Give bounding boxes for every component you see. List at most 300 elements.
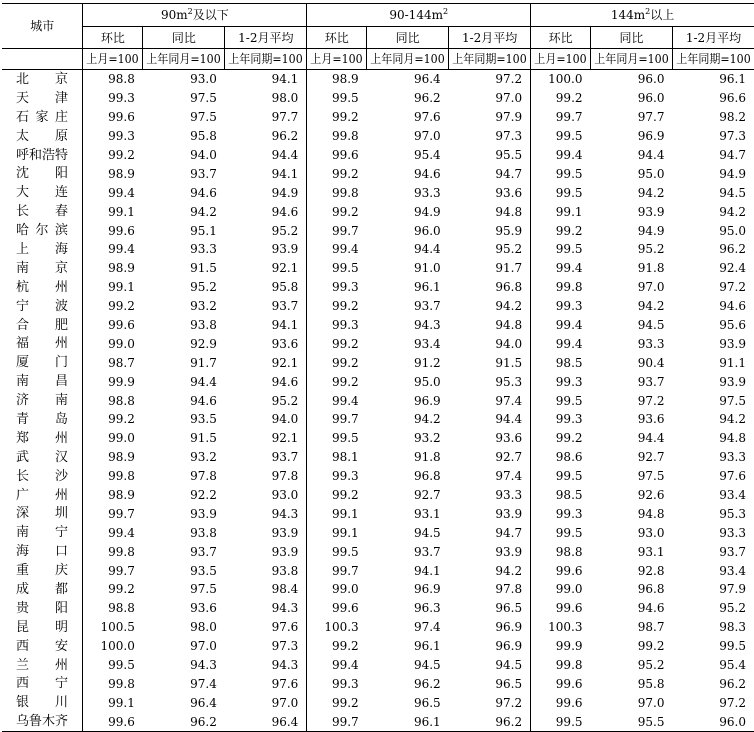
table-row [2, 467, 754, 486]
value-cell: 98.9 [83, 448, 143, 467]
table-row [2, 240, 754, 259]
value-cell: 96.2 [413, 91, 441, 106]
value-cell: 98.5 [531, 353, 591, 372]
value-cell: 94.9 [719, 166, 746, 181]
value-cell: 99.9 [531, 637, 591, 656]
value-cell: 94.1 [413, 563, 441, 578]
value-cell: 96.3 [413, 601, 441, 616]
value-cell: 98.8 [83, 70, 143, 89]
value-cell: 94.2 [719, 204, 746, 219]
group-header-small: $90m^2$及以下 [83, 4, 307, 27]
value-cell: 92.7 [637, 450, 665, 465]
value-cell: 99.2 [83, 410, 143, 429]
base-header: 上年同期=100 [672, 49, 754, 70]
value-cell: 97.6 [271, 620, 299, 635]
value-cell: 93.6 [637, 412, 665, 427]
city-name: 北京 [16, 71, 68, 87]
value-cell: 93.3 [413, 185, 441, 200]
value-cell: 99.6 [531, 693, 591, 712]
value-cell: 95.1 [190, 223, 217, 238]
value-cell: 94.1 [271, 318, 299, 333]
value-cell: 100.3 [307, 618, 367, 637]
value-cell: 93.1 [637, 544, 665, 559]
value-cell: 94.5 [719, 185, 746, 200]
city-name: 哈尔滨 [16, 223, 68, 239]
value-cell: 94.5 [413, 658, 441, 673]
value-cell: 94.4 [271, 148, 299, 162]
value-cell: 98.9 [83, 259, 143, 278]
header-row-groups [2, 4, 754, 27]
value-cell: 92.6 [637, 488, 665, 503]
table-row [2, 278, 754, 297]
table-row [2, 637, 754, 656]
value-cell: 94.2 [637, 299, 665, 314]
value-cell: 99.2 [307, 637, 367, 656]
value-cell: 95.8 [271, 280, 299, 295]
value-cell: 99.1 [531, 202, 591, 221]
value-cell: 99.5 [307, 429, 367, 448]
value-cell: 93.3 [637, 336, 665, 351]
value-cell: 99.5 [83, 656, 143, 675]
value-cell: 98.7 [637, 620, 665, 635]
value-cell: 95.2 [495, 242, 523, 257]
value-cell: 99.6 [531, 561, 591, 580]
value-cell: 95.5 [495, 148, 523, 162]
value-cell: 99.2 [531, 89, 591, 108]
value-cell: 94.1 [271, 72, 299, 87]
value-cell: 93.5 [190, 412, 217, 427]
table-row [2, 693, 754, 712]
city-name: 南京 [16, 260, 68, 276]
value-cell: 99.8 [531, 656, 591, 675]
value-cell: 98.7 [83, 353, 143, 372]
value-cell: 99.7 [307, 561, 367, 580]
value-cell: 93.9 [495, 506, 523, 521]
value-cell: 96.1 [413, 280, 441, 295]
city-name: 上海 [16, 241, 68, 257]
city-name: 厦门 [16, 355, 68, 371]
value-cell: 99.7 [83, 504, 143, 523]
metric-header: 环比 [531, 27, 591, 49]
value-cell: 93.7 [190, 544, 217, 559]
value-cell: 100.0 [83, 637, 143, 656]
value-cell: 92.7 [413, 488, 441, 503]
value-cell: 99.2 [307, 486, 367, 505]
value-cell: 99.6 [531, 599, 591, 618]
value-cell: 92.2 [190, 488, 217, 503]
value-cell: 99.3 [307, 467, 367, 486]
value-cell: 94.9 [413, 204, 441, 219]
city-name: 乌鲁木齐 [16, 714, 69, 730]
value-cell: 97.2 [495, 72, 523, 87]
value-cell: 94.6 [271, 204, 299, 219]
table-row [2, 580, 754, 599]
value-cell: 93.4 [413, 336, 441, 351]
value-cell: 99.4 [83, 240, 143, 259]
base-header: 上年同期=100 [449, 49, 531, 70]
value-cell: 97.0 [637, 280, 665, 295]
metric-header: 1-2月平均 [672, 27, 754, 49]
value-cell: 91.5 [495, 355, 523, 370]
value-cell: 96.2 [190, 714, 217, 729]
value-cell: 94.5 [495, 658, 523, 673]
table-row [2, 618, 754, 637]
value-cell: 95.9 [495, 223, 523, 238]
value-cell: 99.1 [83, 693, 143, 712]
value-cell: 96.2 [413, 676, 441, 691]
city-name: 昆明 [16, 619, 68, 635]
city-name: 青岛 [16, 411, 68, 427]
value-cell: 99.3 [307, 675, 367, 694]
value-cell: 92.1 [271, 355, 299, 370]
value-cell: 94.2 [495, 299, 523, 314]
value-cell: 99.8 [83, 675, 143, 694]
value-cell: 99.5 [307, 542, 367, 561]
value-cell: 99.2 [531, 429, 591, 448]
value-cell: 91.8 [413, 450, 441, 465]
value-cell: 94.8 [495, 318, 523, 333]
value-cell: 94.6 [637, 601, 665, 616]
value-cell: 91.8 [637, 261, 665, 276]
value-cell: 99.3 [307, 316, 367, 335]
value-cell: 99.1 [83, 202, 143, 221]
value-cell: 99.2 [83, 580, 143, 599]
value-cell: 96.4 [413, 72, 441, 87]
value-cell: 94.0 [271, 412, 299, 427]
value-cell: 95.0 [637, 166, 665, 181]
group-header-medium: $90-144m^2$ [307, 4, 531, 27]
metric-header: 1-2月平均 [225, 27, 307, 49]
value-cell: 99.4 [307, 656, 367, 675]
city-column-header: 城市 [2, 4, 83, 49]
value-cell: 98.9 [83, 486, 143, 505]
value-cell: 96.9 [413, 393, 441, 408]
value-cell: 94.8 [637, 506, 665, 521]
value-cell: 94.8 [719, 431, 746, 446]
value-cell: 99.1 [307, 523, 367, 542]
table-header [2, 4, 754, 70]
value-cell: 91.7 [495, 261, 523, 276]
value-cell: 91.2 [413, 355, 441, 370]
value-cell: 96.1 [719, 72, 746, 87]
value-cell: 93.8 [271, 563, 299, 578]
value-cell: 98.2 [719, 110, 746, 125]
value-cell: 99.2 [83, 297, 143, 316]
value-cell: 93.6 [495, 185, 523, 200]
city-name: 杭州 [16, 279, 68, 295]
metric-header: 环比 [307, 27, 367, 49]
value-cell: 94.9 [271, 185, 299, 200]
value-cell: 96.8 [495, 280, 523, 295]
city-name: 西宁 [16, 676, 68, 692]
value-cell: 98.1 [307, 448, 367, 467]
table-row [2, 372, 754, 391]
value-cell: 97.9 [719, 582, 746, 597]
value-cell: 98.0 [190, 620, 217, 635]
table-row [2, 353, 754, 372]
value-cell: 94.3 [413, 318, 441, 333]
value-cell: 93.0 [190, 72, 217, 87]
value-cell: 94.0 [190, 148, 217, 162]
value-cell: 94.7 [495, 166, 523, 181]
value-cell: 96.2 [495, 714, 523, 729]
value-cell: 93.2 [190, 299, 217, 314]
table-row [2, 410, 754, 429]
value-cell: 93.6 [495, 431, 523, 446]
value-cell: 98.8 [83, 599, 143, 618]
value-cell: 91.5 [190, 431, 217, 446]
value-cell: 99.3 [83, 127, 143, 146]
value-cell: 94.9 [637, 223, 665, 238]
value-cell: 94.2 [637, 185, 665, 200]
value-cell: 99.6 [307, 146, 367, 165]
value-cell: 97.5 [637, 469, 665, 484]
value-cell: 100.0 [531, 70, 591, 89]
value-cell: 94.5 [413, 525, 441, 540]
value-cell: 99.7 [307, 221, 367, 240]
value-cell: 93.4 [719, 488, 746, 503]
value-cell: 99.2 [83, 146, 143, 165]
value-cell: 91.0 [413, 261, 441, 276]
base-header: 上月=100 [307, 49, 367, 70]
city-name: 福州 [16, 336, 68, 352]
value-cell: 96.0 [413, 223, 441, 238]
value-cell: 95.5 [637, 714, 665, 729]
value-cell: 97.0 [271, 695, 299, 710]
value-cell: 99.5 [531, 240, 591, 259]
value-cell: 99.2 [307, 108, 367, 127]
value-cell: 97.5 [190, 582, 217, 597]
value-cell: 99.2 [307, 372, 367, 391]
metric-header: 同比 [143, 27, 225, 49]
city-name: 呼和浩特 [16, 147, 69, 163]
city-name: 南宁 [16, 525, 68, 541]
value-cell: 97.6 [413, 110, 441, 125]
value-cell: 95.0 [413, 374, 441, 389]
price-index-table-wrapper [2, 3, 754, 732]
price-index-table [2, 3, 754, 732]
value-cell: 100.3 [531, 618, 591, 637]
value-cell: 94.2 [495, 563, 523, 578]
value-cell: 99.4 [531, 334, 591, 353]
value-cell: 99.3 [531, 410, 591, 429]
value-cell: 94.6 [271, 374, 299, 389]
value-cell: 99.5 [531, 467, 591, 486]
value-cell: 99.2 [531, 221, 591, 240]
table-row [2, 70, 754, 89]
value-cell: 98.4 [271, 582, 299, 597]
value-cell: 99.5 [307, 259, 367, 278]
value-cell: 93.8 [190, 525, 217, 540]
value-cell: 96.0 [637, 72, 665, 87]
value-cell: 94.8 [495, 204, 523, 219]
value-cell: 93.7 [719, 544, 746, 559]
value-cell: 92.9 [190, 336, 217, 351]
table-row [2, 448, 754, 467]
value-cell: 96.0 [719, 714, 746, 729]
table-row [2, 523, 754, 542]
value-cell: 99.0 [83, 429, 143, 448]
header-row-bases [2, 49, 754, 70]
value-cell: 98.9 [307, 70, 367, 89]
base-header: 上月=100 [83, 49, 143, 70]
value-cell: 95.2 [637, 242, 665, 257]
city-header-spacer [2, 49, 83, 70]
table-row [2, 656, 754, 675]
value-cell: 95.4 [719, 658, 746, 673]
value-cell: 95.2 [719, 601, 746, 616]
value-cell: 99.6 [307, 599, 367, 618]
table-row [2, 183, 754, 202]
table-row [2, 146, 754, 165]
table-row [2, 391, 754, 410]
value-cell: 97.4 [413, 620, 441, 635]
value-cell: 99.4 [531, 316, 591, 335]
value-cell: 92.4 [719, 261, 746, 276]
value-cell: 95.3 [719, 506, 746, 521]
metric-header: 同比 [367, 27, 449, 49]
table-row [2, 675, 754, 694]
table-row [2, 127, 754, 146]
value-cell: 98.0 [271, 91, 299, 106]
value-cell: 96.4 [271, 714, 299, 729]
value-cell: 94.6 [719, 299, 746, 314]
value-cell: 93.8 [190, 318, 217, 333]
value-cell: 93.0 [271, 488, 299, 503]
value-cell: 98.3 [719, 620, 746, 635]
value-cell: 94.4 [413, 242, 441, 257]
city-name: 兰州 [16, 657, 68, 673]
city-name: 郑州 [16, 430, 68, 446]
value-cell: 91.1 [719, 355, 746, 370]
value-cell: 94.2 [413, 412, 441, 427]
value-cell: 93.4 [719, 563, 746, 578]
base-header: 上年同月=100 [591, 49, 673, 70]
value-cell: 99.7 [307, 712, 367, 731]
value-cell: 98.5 [531, 486, 591, 505]
value-cell: 96.2 [271, 129, 299, 144]
value-cell: 94.4 [495, 412, 523, 427]
value-cell: 94.0 [495, 336, 523, 351]
value-cell: 99.8 [307, 127, 367, 146]
value-cell: 93.9 [271, 242, 299, 257]
value-cell: 99.5 [719, 639, 746, 654]
value-cell: 99.5 [531, 183, 591, 202]
value-cell: 97.2 [719, 695, 746, 710]
value-cell: 94.7 [719, 148, 746, 162]
value-cell: 99.0 [83, 334, 143, 353]
value-cell: 92.1 [271, 261, 299, 276]
value-cell: 94.2 [190, 204, 217, 219]
value-cell: 93.2 [190, 450, 217, 465]
value-cell: 93.7 [190, 166, 217, 181]
value-cell: 98.9 [83, 164, 143, 183]
value-cell: 92.1 [271, 431, 299, 446]
value-cell: 93.3 [190, 242, 217, 257]
table-row [2, 334, 754, 353]
value-cell: 99.2 [307, 334, 367, 353]
value-cell: 91.7 [190, 355, 217, 370]
value-cell: 93.1 [413, 506, 441, 521]
value-cell: 99.2 [307, 202, 367, 221]
value-cell: 99.6 [531, 675, 591, 694]
value-cell: 97.8 [495, 582, 523, 597]
city-name: 深圳 [16, 506, 68, 522]
table-row [2, 297, 754, 316]
city-name: 大连 [16, 185, 68, 201]
value-cell: 99.3 [531, 297, 591, 316]
table-row [2, 89, 754, 108]
value-cell: 97.5 [719, 393, 746, 408]
value-cell: 94.3 [271, 506, 299, 521]
value-cell: 96.9 [495, 639, 523, 654]
value-cell: 97.6 [719, 469, 746, 484]
value-cell: 93.9 [495, 544, 523, 559]
value-cell: 97.3 [719, 129, 746, 144]
value-cell: 94.1 [271, 166, 299, 181]
value-cell: 99.2 [307, 353, 367, 372]
value-cell: 99.9 [83, 372, 143, 391]
value-cell: 94.3 [190, 658, 217, 673]
value-cell: 97.5 [190, 91, 217, 106]
value-cell: 94.4 [190, 374, 217, 389]
value-cell: 93.9 [271, 544, 299, 559]
value-cell: 94.6 [190, 185, 217, 200]
base-header: 上年同月=100 [143, 49, 225, 70]
base-header: 上月=100 [531, 49, 591, 70]
city-name: 南昌 [16, 374, 68, 390]
value-cell: 93.9 [719, 336, 746, 351]
city-name: 银川 [16, 695, 68, 711]
table-row [2, 561, 754, 580]
value-cell: 93.3 [719, 525, 746, 540]
city-name: 长沙 [16, 468, 68, 484]
value-cell: 93.3 [495, 488, 523, 503]
value-cell: 97.7 [271, 110, 299, 125]
value-cell: 99.5 [531, 164, 591, 183]
value-cell: 96.0 [637, 91, 665, 106]
value-cell: 99.6 [83, 221, 143, 240]
value-cell: 95.3 [495, 374, 523, 389]
value-cell: 97.2 [637, 393, 665, 408]
city-name: 石家庄 [16, 109, 68, 125]
value-cell: 99.5 [531, 712, 591, 731]
value-cell: 94.4 [637, 148, 665, 162]
value-cell: 94.4 [637, 431, 665, 446]
value-cell: 93.7 [413, 299, 441, 314]
value-cell: 93.7 [271, 450, 299, 465]
table-row [2, 429, 754, 448]
table-row [2, 316, 754, 335]
value-cell: 99.0 [307, 580, 367, 599]
value-cell: 93.6 [271, 336, 299, 351]
value-cell: 96.9 [413, 582, 441, 597]
value-cell: 99.5 [531, 127, 591, 146]
table-row [2, 486, 754, 505]
value-cell: 96.5 [413, 695, 441, 710]
value-cell: 97.2 [719, 280, 746, 295]
value-cell: 95.6 [719, 318, 746, 333]
table-body [2, 70, 754, 732]
value-cell: 97.8 [190, 469, 217, 484]
value-cell: 99.3 [83, 89, 143, 108]
value-cell: 96.2 [719, 242, 746, 257]
value-cell: 97.2 [495, 695, 523, 710]
metric-header: 1-2月平均 [449, 27, 531, 49]
value-cell: 99.4 [531, 259, 591, 278]
metric-header: 环比 [83, 27, 143, 49]
value-cell: 99.5 [531, 523, 591, 542]
